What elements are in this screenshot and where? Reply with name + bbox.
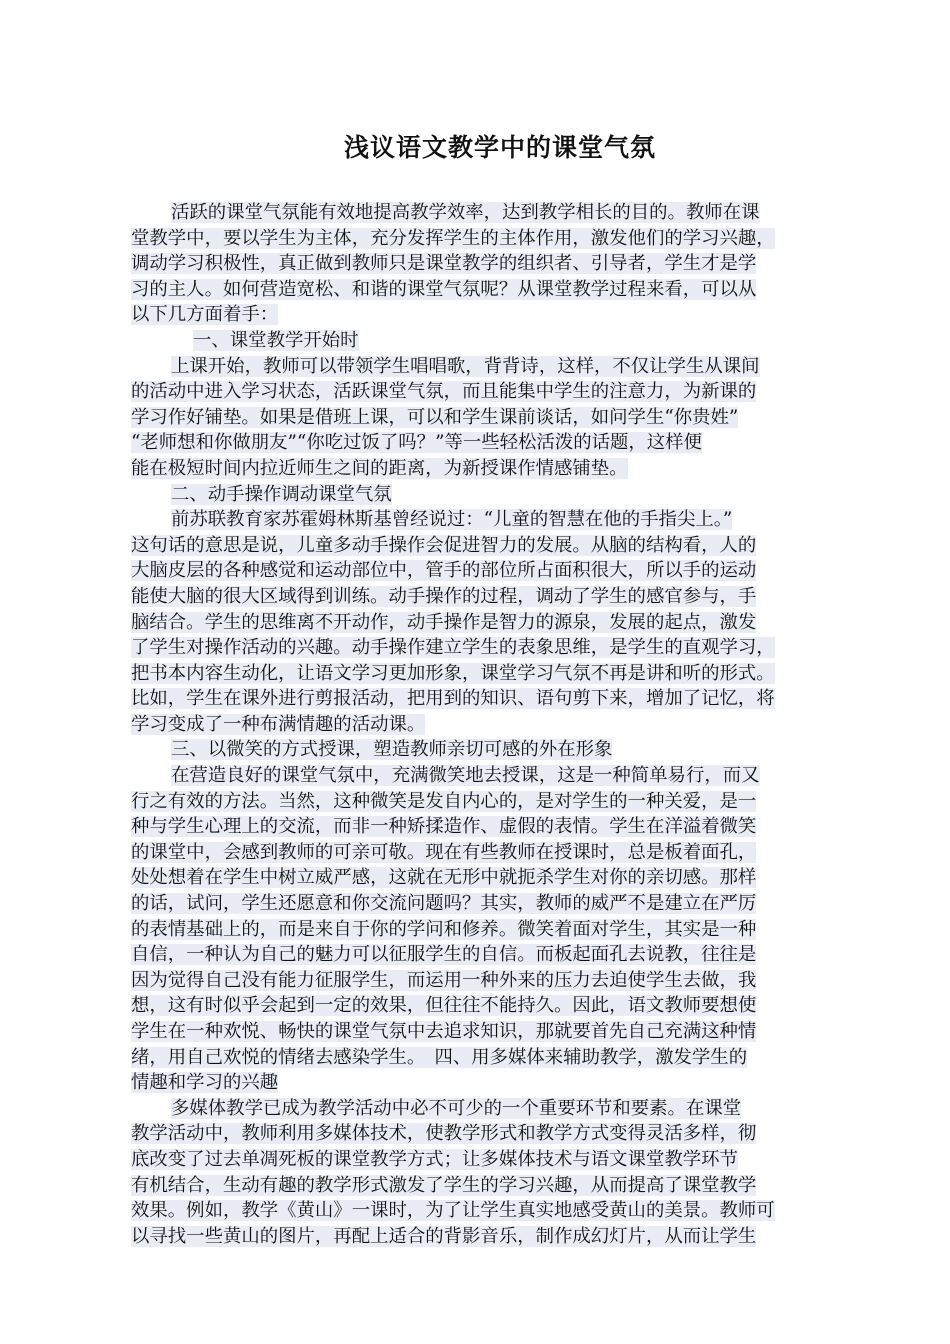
- text-line: 学习作好铺垫。如果是借班上课，可以和学生课前谈话，如问学生“你贵姓”: [131, 406, 739, 428]
- text-line: 能使大脑的很大区域得到训练。动手操作的过程，调动了学生的感官参与，手: [131, 585, 757, 607]
- section-heading-2: 二、动手操作调动课堂气氛: [171, 483, 392, 505]
- text-line: 比如，学生在课外进行剪报活动，把用到的知识、语句剪下来，增加了记忆，将: [131, 688, 775, 710]
- text-line: 把书本内容生动化，让语文学习更加形象，课堂学习气氛不再是讲和听的形式。: [131, 662, 775, 684]
- section-heading-3: 三、以微笑的方式授课，塑造教师亲切可感的外在形象: [171, 739, 613, 761]
- text-line: 这句话的意思是说，儿童多动手操作会促进智力的发展。从脑的结构看，人的: [131, 534, 757, 556]
- text-line: 底改变了过去单凋死板的课堂教学方式；让多媒体技术与语文课堂教学环节: [131, 1148, 738, 1170]
- text-line: 行之有效的方法。当然，这种微笑是发自内心的，是对学生的一种关爱，是一: [131, 790, 757, 812]
- text-line: 以下几方面着手：: [131, 304, 279, 326]
- document-title: 浅议语文教学中的课堂气氛: [343, 133, 656, 162]
- text-line: 自信，一种认为自己的魅力可以征服学生的自信。而板起面孔去说教，往往是: [131, 944, 757, 966]
- text-line: 的课堂中，会感到教师的可亲可敬。现在有些教师在授课时，总是板着面孔，: [131, 841, 757, 863]
- text-line: 情趣和学习的兴趣: [131, 1072, 279, 1094]
- text-line: 绪，用自己欢悦的情绪去感染学生。 四、用多媒体来辅助教学，激发学生的: [131, 1046, 748, 1068]
- text-line: 大脑皮层的各种感觉和运动部位中，管手的部位所占面积很大，所以手的运动: [131, 560, 757, 582]
- text-line: 上课开始，教师可以带领学生唱唱歌，背背诗，这样，不仅让学生从课间: [171, 355, 760, 377]
- text-line: 教学活动中，教师利用多媒体技术，使教学形式和教学方式变得灵活多样，彻: [131, 1123, 757, 1145]
- text-line: 想，这有时似乎会起到一定的效果，但往往不能持久。因此，语文教师要想使: [131, 995, 757, 1017]
- text-line: “老师想和你做朋友”“你吃过饭了吗？”等一些轻松活泼的话题，这样便: [131, 432, 702, 454]
- text-line: 能在极短时间内拉近师生之间的距离，为新授课作情感铺垫。: [131, 457, 628, 479]
- text-line: 因为觉得自己没有能力征服学生，而运用一种外来的压力去迫使学生去做，我: [131, 969, 757, 991]
- text-line: 的活动中进入学习状态，活跃课堂气氛，而且能集中学生的注意力，为新课的: [131, 381, 757, 403]
- text-line: 有机结合，生动有趣的教学形式激发了学生的学习兴趣，从而提高了课堂教学: [131, 1174, 757, 1196]
- text-line: 在营造良好的课堂气氛中，充满微笑地去授课，这是一种简单易行，而又: [171, 765, 760, 787]
- text-line: 的话，试问，学生还愿意和你交流问题吗？其实，教师的威严不是建立在严厉: [131, 893, 757, 915]
- text-line: 前苏联教育家苏霍姆林斯基曾经说过：“儿童的智慧在他的手指尖上。”: [171, 509, 733, 531]
- text-line: 处处想着在学生中树立威严感，这就在无形中就扼杀学生对你的亲切感。那样: [131, 867, 757, 889]
- text-line: 了学生对操作活动的兴趣。动手操作建立学生的表象思维，是学生的直观学习，: [131, 637, 775, 659]
- text-line: 调动学习积极性，真正做到教师只是课堂教学的组织者、引导者，学生才是学: [131, 253, 757, 275]
- text-line: 活跃的课堂气氛能有效地提高教学效率，达到教学相长的目的。教师在课: [171, 202, 760, 223]
- text-line: 以寻找一些黄山的图片，再配上适合的背影音乐，制作成幻灯片，从而让学生: [131, 1225, 757, 1247]
- text-line: 堂教学中，要以学生为主体，充分发挥学生的主体作用，激发他们的学习兴趣，: [131, 227, 775, 249]
- text-line: 学生在一种欢悦、畅快的课堂气氛中去追求知识，那就要首先自己充满这种情: [131, 1021, 757, 1042]
- section-heading-1: 一、课堂教学开始时: [193, 329, 359, 351]
- text-line: 的表情基础上的，而是来自于你的学问和修养。微笑着面对学生，其实是一种: [131, 918, 757, 940]
- text-line: 学习变成了一种布满情趣的活动课。: [131, 713, 426, 735]
- document-body: [131, 200, 825, 1249]
- text-line: 脑结合。学生的思维离不开动作，动手操作是智力的源泉，发展的起点，激发: [131, 611, 757, 633]
- text-line: 效果。例如，教学《黄山》一课时，为了让学生真实地感受黄山的美景。教师可: [131, 1200, 775, 1222]
- text-line: 种与学生心理上的交流，而非一种矫揉造作、虚假的表情。学生在洋溢着微笑: [131, 816, 757, 838]
- text-line: 习的主人。如何营造宽松、和谐的课堂气氛呢？从课堂教学过程来看，可以从: [131, 278, 757, 300]
- text-line: 多媒体教学已成为教学活动中必不可少的一个重要环节和要素。在课堂: [171, 1097, 742, 1119]
